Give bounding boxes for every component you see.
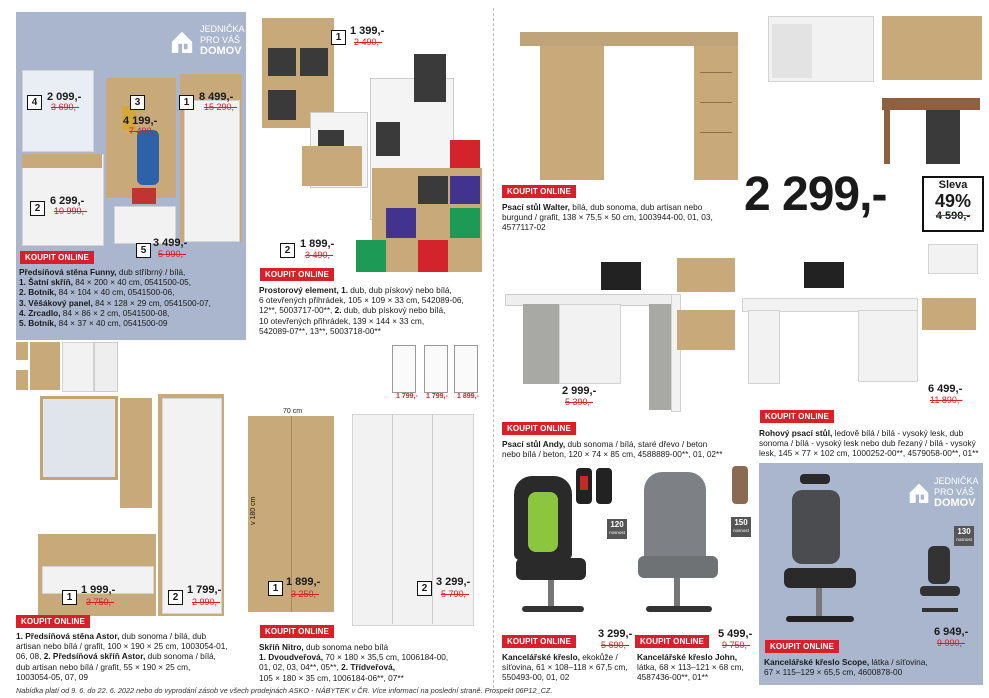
scope-load-badge: 130 nosnost xyxy=(954,526,974,546)
chair1-old: 5 690,- xyxy=(601,640,630,650)
corner-price: 6 499,- xyxy=(928,383,963,395)
funny-price-1: 8 499,- xyxy=(199,91,234,103)
astor-buy-online-button[interactable]: KOUPIT ONLINE xyxy=(16,615,90,628)
chair2-old: 9 750,- xyxy=(722,640,751,650)
funny-old-2: 10 990,- xyxy=(54,206,88,216)
chair2-title: Kancelářské křeslo John, xyxy=(637,652,738,662)
scope-old: 9 990,- xyxy=(937,638,966,648)
shelf-old-2: 3 490,- xyxy=(305,250,334,260)
astor-price-2: 1 799,- xyxy=(187,584,222,596)
walter-description: Psací stůl Walter, bílá, dub sonoma, dub artisan nebo burgund / grafit, 138 × 75,5 × 50 cm, 1003944-00, 01, 03, 4577117-02 xyxy=(502,202,713,233)
nitro-price-1: 1 899,- xyxy=(286,576,321,588)
nitro-width-label: 70 cm xyxy=(283,408,303,415)
chair2-image xyxy=(634,466,756,632)
chair2-price: 5 499,- xyxy=(718,628,753,640)
chair1-image xyxy=(506,462,616,632)
andy-title: Psací stůl Andy, xyxy=(502,439,566,449)
funny-old-4: 3 690,- xyxy=(51,102,80,112)
nitro-old-1: 3 250,- xyxy=(291,589,320,599)
corner-description: Rohový psací stůl, ledově bílá / bílá - vysoký lesk, dub sonoma / bílá - vysoký lesk nebo dub řezaný / bílá - vysoký lesk, 145 × 77 × 102 cm, 1000252-00**, 4579058-00**, 01** xyxy=(759,428,979,459)
shelf-num-2: 2 xyxy=(280,243,295,258)
funny-title: Předsíňová stěna Funny, xyxy=(19,267,117,277)
funny-num-4: 4 xyxy=(27,95,42,110)
funny-price-4: 2 099,- xyxy=(47,91,82,103)
walter-big-price: 2 299,- xyxy=(744,168,887,221)
nitro-buy-online-button[interactable]: KOUPIT ONLINE xyxy=(260,625,334,638)
funny-price-2: 6 299,- xyxy=(50,195,85,207)
andy-description: Psací stůl Andy, dub sonoma / bílá, staré dřevo / beton nebo bílá / beton, 120 × 74 × 85 cm, 4588889-00**, 01, 02** xyxy=(502,439,723,460)
funny-num-2: 2 xyxy=(30,201,45,216)
andy-desk-image xyxy=(505,258,741,410)
walter-buy-online-button[interactable]: KOUPIT ONLINE xyxy=(502,185,576,198)
shelf-num-1: 1 xyxy=(331,30,346,45)
nitro-mini-price-3: 1 899,- xyxy=(457,393,479,400)
funny-old-5: 5 990,- xyxy=(158,249,187,259)
corner-desk-image xyxy=(742,250,980,398)
footer-note: Nabídka platí od 9. 6. do 22. 6. 2022 nebo do vyprodání zásob ve všech prodejnách ASKO - NÁBYTEK v ČR. Více informací na poslední straně. Prospekt 06P12_CZ. xyxy=(16,686,553,695)
shelf-buy-online-button[interactable]: KOUPIT ONLINE xyxy=(260,268,334,281)
walter-sleva-badge xyxy=(922,176,984,232)
scope-buy-online-button[interactable]: KOUPIT ONLINE xyxy=(765,640,839,653)
scope-small-chair-image xyxy=(912,542,972,616)
chair1-title: Kancelářské křeslo, xyxy=(502,652,580,662)
shelf-image xyxy=(262,18,484,273)
brand-badge xyxy=(170,22,245,70)
astor-old-1: 3 750,- xyxy=(86,597,115,607)
corner-buy-online-button[interactable]: KOUPIT ONLINE xyxy=(760,410,834,423)
nitro-height-label: v 180 cm xyxy=(250,496,257,525)
funny-old-1: 15 290,- xyxy=(204,102,238,112)
nitro-description: Skříň Nitro, dub sonoma nebo bílá 1. Dvoudveřová, 70 × 180 × 35,5 cm, 1006184-00, 01, 02, 03, 04**, 05**, 2. Třídveřová, 105 × 180 × 35 cm, 1006184-06**, 07** xyxy=(259,642,449,683)
astor-num-2: 2 xyxy=(168,590,183,605)
scope-chair-image xyxy=(776,474,886,636)
andy-buy-online-button[interactable]: KOUPIT ONLINE xyxy=(502,422,576,435)
chair2-load-badge: 150 nosnost xyxy=(731,517,751,537)
shelf-description: Prostorový element, 1. dub, dub pískový nebo bílá, 6 otevřených přihrádek, 105 × 109 × 33 cm, 542089-06, 12**, 5003717-00**, 2. dub, dub pískový nebo bílá, 10 otevřených přihrádek, 139 × 144 × 33 cm, 542089-07**, 13**, 5003718-00** xyxy=(259,285,464,336)
astor-description: 1. Předsíňová stěna Astor, dub sonoma / bílá, dub artisan nebo bílá / grafit, 100 × 190 × 25 cm, 1003054-01, 06, 08, 2. Předsíňová skříň Astor, dub sonoma / bílá, dub artisan nebo bílá / grafit, 55 × 190 × 25 cm, 1003054-05, 07, 09 xyxy=(16,631,228,682)
nitro-mini-price-1: 1 799,- xyxy=(396,393,418,400)
house-logo-icon xyxy=(170,26,194,56)
andy-price: 2 999,- xyxy=(562,385,597,397)
funny-buy-online-button[interactable]: KOUPIT ONLINE xyxy=(20,251,94,264)
brand-line1: JEDNIČKA xyxy=(200,24,245,34)
funny-num-1: 1 xyxy=(179,95,194,110)
brand-line2: PRO VÁŠ xyxy=(200,35,241,45)
nitro-mini-price-2: 1 799,- xyxy=(426,393,448,400)
page-divider xyxy=(493,8,494,688)
nitro-price-2: 3 299,- xyxy=(436,576,471,588)
nitro-title: Skříň Nitro, xyxy=(259,642,304,652)
sleva-label: Sleva xyxy=(938,179,968,191)
funny-old-3: 7 490,- xyxy=(129,126,158,136)
scope-title: Kancelářské křeslo Scope, xyxy=(764,657,870,667)
chair1-price: 3 299,- xyxy=(598,628,633,640)
corner-title: Rohový psací stůl, xyxy=(759,428,833,438)
astor-title: 1. Předsíňová stěna Astor, xyxy=(16,631,120,641)
shelf-price-2: 1 899,- xyxy=(300,238,335,250)
chair1-buy-online-button[interactable]: KOUPIT ONLINE xyxy=(502,635,576,648)
chair1-description: Kancelářské křeslo, ekokůže / síťovina, 61 × 108–118 × 67,5 cm, 550493-00, 01, 02 xyxy=(502,652,628,683)
brand-line3: DOMOV xyxy=(934,497,976,509)
funny-description: Předsíňová stěna Funny, dub stříbrný / bílá, 1. Šatní skříň, 84 × 200 × 40 cm, 0541500-05, 2. Botník, 84 × 104 × 40 cm, 0541500-06, 3. Věšákový panel, 84 × 128 × 29 cm, 0541500-07, 4. Zrcadlo, 84 × 86 × 2 cm, 0541500-08, 5. Botník, 84 × 37 × 40 cm, 0541500-09 xyxy=(19,267,211,329)
scope-description: Kancelářské křeslo Scope, látka / síťovina, 67 × 115–129 × 65,5 cm, 4600878-00 xyxy=(764,657,928,678)
scope-brand-badge xyxy=(908,474,982,518)
chair2-buy-online-button[interactable]: KOUPIT ONLINE xyxy=(635,635,709,648)
walter-variants-image xyxy=(766,14,982,164)
house-logo-icon xyxy=(908,478,930,506)
walter-old-price: 4 590,- xyxy=(935,210,971,222)
sleva-percent: 49% xyxy=(934,191,972,211)
astor-price-1: 1 999,- xyxy=(81,584,116,596)
brand-line3: DOMOV xyxy=(200,45,242,57)
nitro-old-2: 5 790,- xyxy=(441,589,470,599)
funny-num-3: 3 xyxy=(130,95,145,110)
funny-num-5: 5 xyxy=(136,243,151,258)
funny-price-3: 4 199,- xyxy=(123,115,158,127)
funny-price-5: 3 499,- xyxy=(153,237,188,249)
nitro-num-1: 1 xyxy=(268,581,283,596)
astor-color-swatches xyxy=(16,342,116,390)
brand-line1: JEDNIČKA xyxy=(934,476,979,486)
corner-old: 11 890,- xyxy=(930,395,963,405)
scope-price: 6 949,- xyxy=(934,626,969,638)
astor-num-1: 1 xyxy=(62,590,77,605)
astor-image xyxy=(38,394,224,616)
shelf-price-1: 1 399,- xyxy=(350,25,385,37)
walter-title: Psací stůl Walter, xyxy=(502,202,570,212)
brand-line2: PRO VÁŠ xyxy=(934,487,975,497)
nitro-num-2: 2 xyxy=(417,581,432,596)
astor-old-2: 2 990,- xyxy=(192,597,221,607)
chair2-description: Kancelářské křeslo John, látka, 68 × 113–121 × 68 cm, 4587436-00**, 01** xyxy=(637,652,744,683)
chair1-load-badge: 120 nosnost xyxy=(607,519,627,539)
walter-desk-image xyxy=(520,32,738,180)
shelf-old-1: 2 490,- xyxy=(354,37,383,47)
shelf-title: Prostorový element, 1. xyxy=(259,285,348,295)
andy-old: 5 390,- xyxy=(565,397,594,407)
